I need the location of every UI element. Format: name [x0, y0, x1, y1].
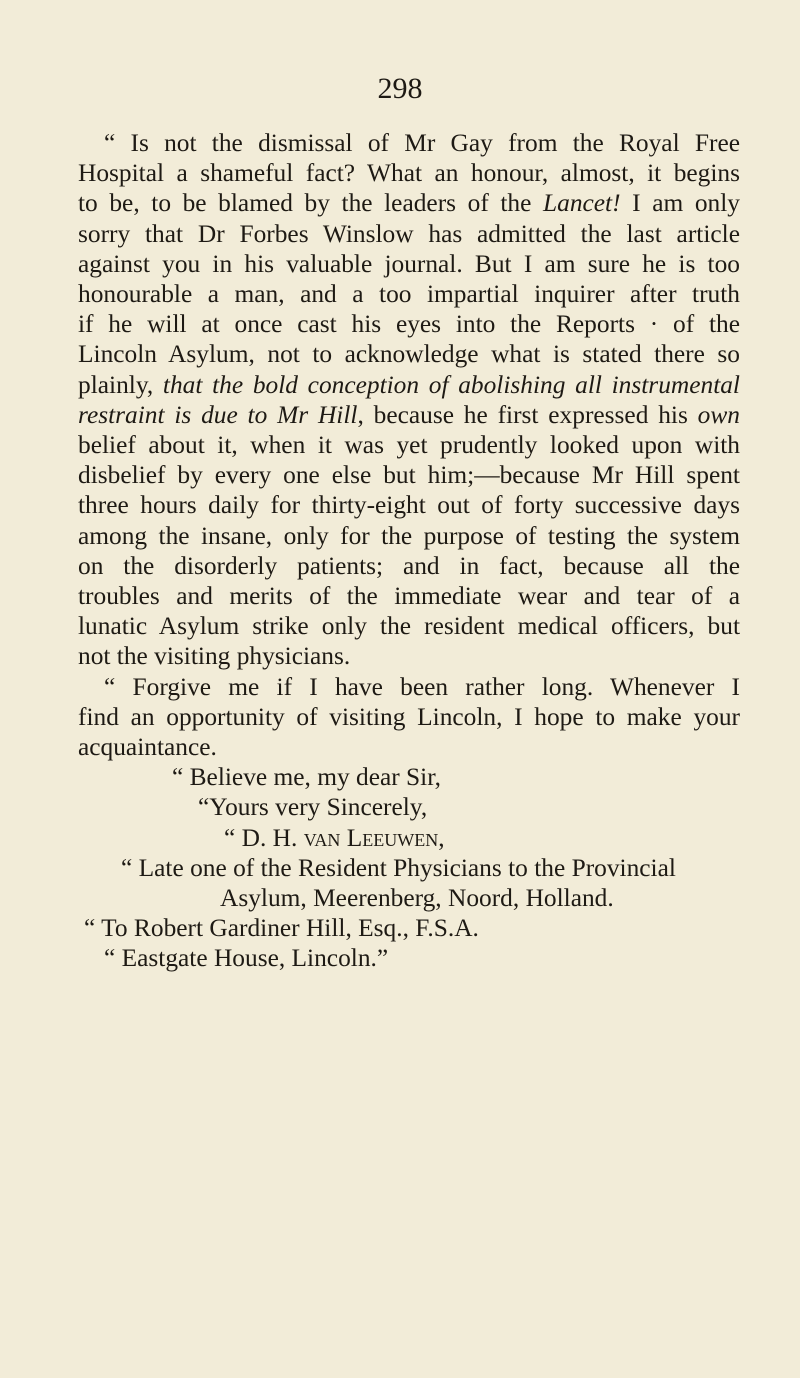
paragraph-1-line-17: lunatic Asylum strike only the resident medical officers, but	[78, 612, 740, 641]
lancet-title: Lancet!	[543, 189, 621, 218]
page-number: 298	[377, 72, 423, 105]
paragraph-1-line-10: restraint is due to Mr Hill, because he first expressed his own	[78, 400, 740, 429]
paragraph-1-line-16: troubles and merits of the immediate wear and tear of a	[78, 582, 740, 611]
paragraph-1-line-1: “ Is not the dismissal of Mr Gay from the Royal Free	[104, 129, 740, 157]
letter-text	[78, 128, 740, 974]
paragraph-1-line-18: not the visiting physicians.	[78, 642, 351, 671]
paragraph-1-line-12: disbelief by every one else but him;—because Mr Hill spent	[78, 461, 740, 490]
paragraph-1-line-3: to be, to be blamed by the leaders of the Lancet! I am only	[78, 189, 740, 218]
signature-title-line-2: Asylum, Meerenberg, Noord, Holland.	[220, 884, 614, 913]
signature-title-line-1: “ Late one of the Resident Physicians to the Provincial	[121, 853, 676, 882]
italic-clause-end: restraint is due to Mr Hill	[78, 400, 358, 429]
paragraph-1-line-14: among the insane, only for the purpose of testing the system	[78, 521, 740, 550]
closing-yours: “Yours very Sincerely,	[198, 793, 428, 822]
paragraph-1-line-13: three hours daily for thirty-eight out of forty successive days	[78, 491, 740, 520]
paragraph-1-line-11: belief about it, when it was yet prudently looked upon with	[78, 431, 740, 460]
addressee: “ To Robert Gardiner Hill, Esq., F.S.A.	[84, 914, 479, 943]
paragraph-1-line-8: Lincoln Asylum, not to acknowledge what is stated there so	[78, 340, 740, 369]
paragraph-2-line-3: acquaintance.	[78, 733, 217, 762]
paragraph-1-line-2: Hospital a shameful fact? What an honour, almost, it begins	[78, 159, 740, 188]
paragraph-1-line-15: on the disorderly patients; and in fact, because all the	[78, 551, 740, 580]
closing-believe: “ Believe me, my dear Sir,	[172, 763, 442, 792]
addressee-address: “ Eastgate House, Lincoln.”	[104, 944, 389, 973]
italic-clause: that the bold conception of abolishing all instrumental	[162, 370, 740, 399]
paragraph-2-line-1: “ Forgive me if I have been rather long. Whenever I	[104, 672, 740, 701]
paragraph-1-line-7: if he will at once cast his eyes into the Reports · of the	[78, 310, 740, 339]
paragraph-1-line-5: against you in his valuable journal. But I am sure he is too	[78, 249, 740, 278]
paragraph-1-line-4: sorry that Dr Forbes Winslow has admitted the last article	[78, 219, 740, 248]
signature: “ D. H. van Leeuwen,	[224, 823, 445, 852]
italic-own: own	[697, 400, 740, 429]
paragraph-1-line-6: honourable a man, and a too impartial inquirer after truth	[78, 280, 740, 309]
paragraph-1-line-9: plainly, that the bold conception of abolishing all instrumental	[78, 370, 740, 399]
paragraph-2-line-2: find an opportunity of visiting Lincoln, I hope to make your	[78, 702, 740, 731]
